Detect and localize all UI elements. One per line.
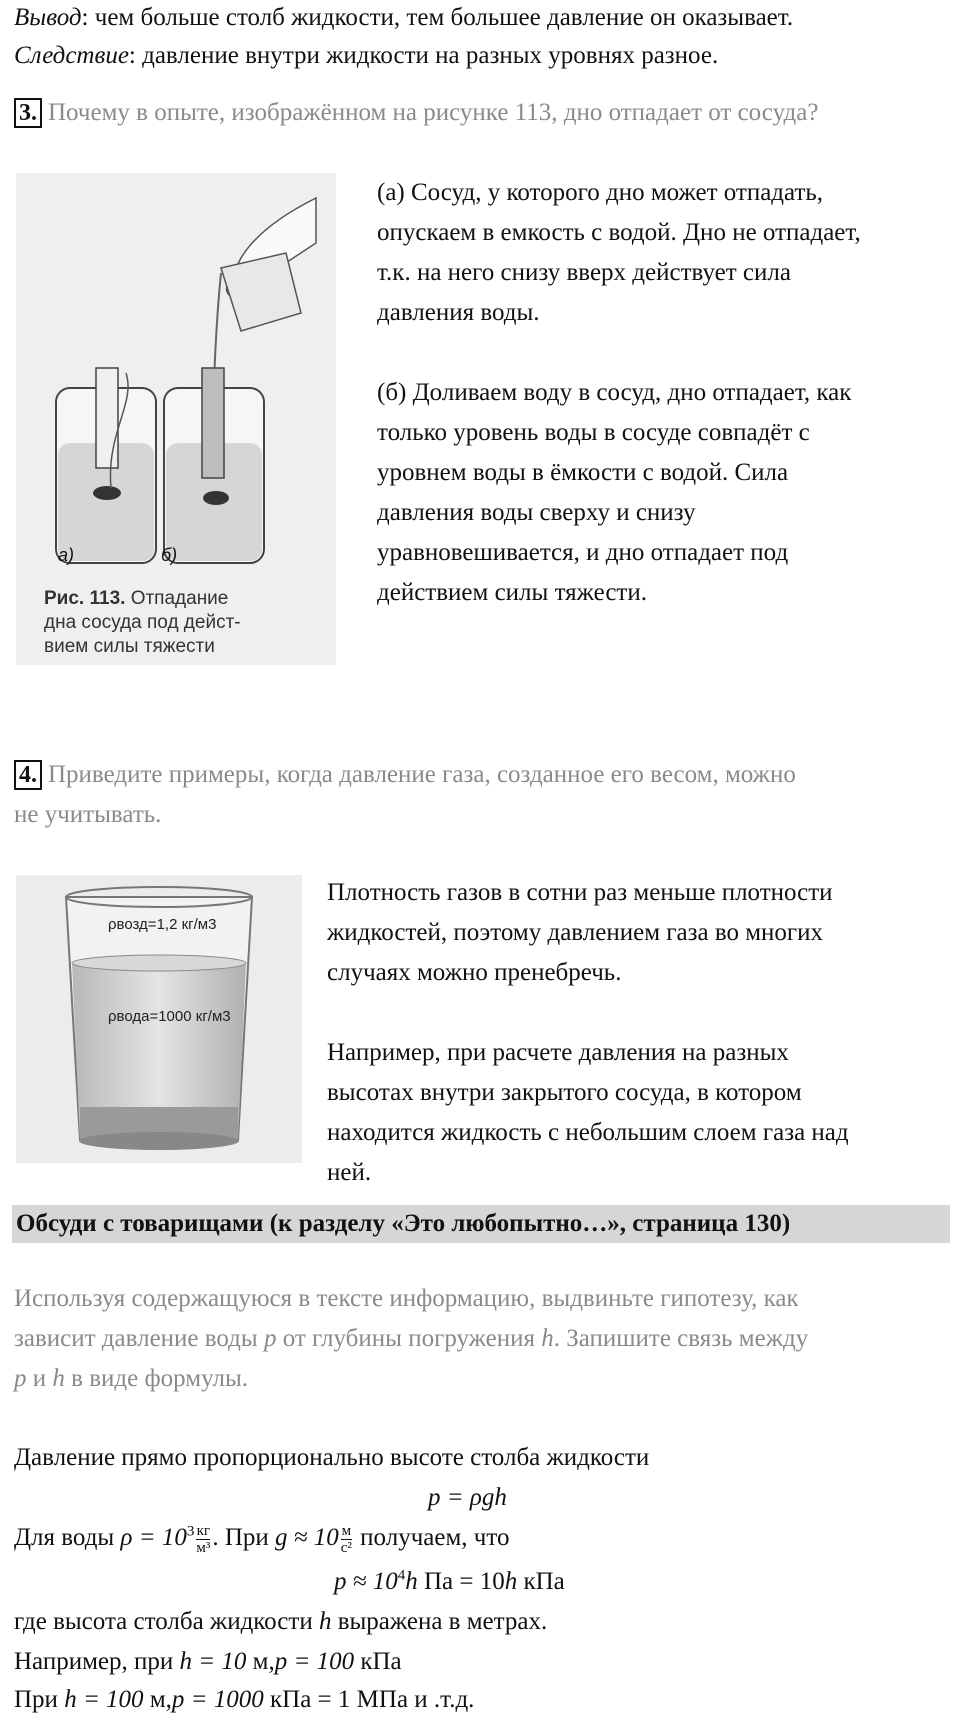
- figure-caption: [44, 587, 241, 659]
- water-density-label: ρвода=1000 кг/м3: [108, 1008, 231, 1025]
- air-density-label: ρвозд=1,2 кг/м3: [108, 916, 217, 933]
- caption-line-3: вием силы тяжести: [44, 636, 215, 657]
- caption-line-1: Отпадание: [125, 588, 229, 609]
- answer-line: Например, при расчете давления на разных: [327, 1039, 789, 1066]
- answer-line: жидкостей, поэтому давлением газа во многих: [327, 919, 824, 946]
- solution-line-3: Для воды $\rho = 10^3$ $\frac{кг}{\text{м³}}$ . При g ≈ 10 $\frac{м}{\text{с²}}$ получаем, что: [14, 1522, 510, 1556]
- solution-line-6: Например, при h = 10 м,p = 100 кПа: [14, 1648, 402, 1675]
- glass-figure: [16, 875, 302, 1163]
- label-a: а): [58, 545, 75, 565]
- conclusion-label: Вывод: [14, 4, 82, 31]
- answer-a-line: давления воды.: [377, 299, 540, 326]
- answer-b-line: (б) Доливаем воду в сосуд, дно отпадает, как: [377, 379, 852, 406]
- answer-4: [327, 873, 849, 1193]
- unit-kg-per-m3: $\frac{кг}{\text{м³}}$: [196, 1522, 211, 1556]
- formula-pressure-approx: $p \approx 10^4h$ Па = 10h кПа: [334, 1567, 565, 1595]
- var-p: p: [263, 1325, 277, 1352]
- question-number: 4.: [14, 760, 42, 790]
- consequence-line: [14, 36, 718, 76]
- var-h: h: [52, 1365, 65, 1392]
- question-3: [14, 93, 818, 133]
- answer-b-line: давления воды сверху и снизу: [377, 499, 696, 526]
- answer-3: [377, 173, 861, 613]
- answer-line: высотах внутри закрытого сосуда, в котором: [327, 1079, 802, 1106]
- question-text: Приведите примеры, когда давление газа, созданное его весом, можно: [48, 761, 796, 788]
- answer-line: случаях можно пренебречь.: [327, 959, 622, 986]
- answer-line: Плотность газов в сотни раз меньше плотности: [327, 879, 833, 906]
- task-line-2: зависит давление воды p от глубины погружения h. Запишите связь между: [14, 1325, 809, 1352]
- label-b: б): [161, 545, 178, 565]
- consequence-label: Следствие: [14, 42, 129, 69]
- answer-a-line: т.к. на него снизу вверх действует сила: [377, 259, 791, 286]
- figure-113: [16, 173, 336, 665]
- answer-b-line: уравновешивается, и дно отпадает под: [377, 539, 789, 566]
- discussion-banner: Обсуди с товарищами (к разделу «Это любопытно…», страница 130): [12, 1205, 950, 1243]
- solution-line-7: При h = 100 м,p = 1000 кПа = 1 МПа и .т.д.: [14, 1686, 475, 1713]
- solution-line-1: Давление прямо пропорционально высоте столба жидкости: [14, 1444, 650, 1471]
- conclusion-text: : чем больше столб жидкости, тем большее давление он оказывает.: [81, 4, 794, 31]
- answer-a-line: опускаем в емкость с водой. Дно не отпадает,: [377, 219, 861, 246]
- formula-p-rho-g-h: p = ρgh: [428, 1484, 507, 1511]
- answer-b-line: уровнем воды в ёмкости с водой. Сила: [377, 459, 789, 486]
- question-4-cont: не учитывать.: [14, 801, 162, 828]
- var-h: h: [541, 1325, 554, 1352]
- answer-b-line: действием силы тяжести.: [377, 579, 647, 606]
- question-number: 3.: [14, 98, 42, 128]
- var-p: p: [14, 1365, 27, 1392]
- answer-b-line: только уровень воды в сосуде совпадёт с: [377, 419, 810, 446]
- caption-line-2: дна сосуда под дейст-: [44, 612, 241, 633]
- task-line-3: p и h в виде формулы.: [14, 1365, 249, 1392]
- answer-a-line: (а) Сосуд, у которого дно может отпадать,: [377, 179, 824, 206]
- caption-bold: Рис. 113.: [44, 588, 126, 609]
- task-line-1: Используя содержащуюся в тексте информацию, выдвиньте гипотезу, как: [14, 1285, 799, 1312]
- conclusion-line: [14, 0, 793, 38]
- answer-line: находится жидкость с небольшим слоем газа над: [327, 1119, 849, 1146]
- question-text: Почему в опыте, изображённом на рисунке 113, дно отпадает от сосуда?: [48, 99, 819, 126]
- question-4: [14, 755, 796, 795]
- answer-line: ней.: [327, 1159, 372, 1186]
- solution-line-5: где высота столба жидкости h выражена в метрах.: [14, 1608, 548, 1635]
- unit-m-per-s2: $\frac{м}{\text{с²}}$: [340, 1522, 352, 1556]
- consequence-text: : давление внутри жидкости на разных уровнях разное.: [128, 42, 719, 69]
